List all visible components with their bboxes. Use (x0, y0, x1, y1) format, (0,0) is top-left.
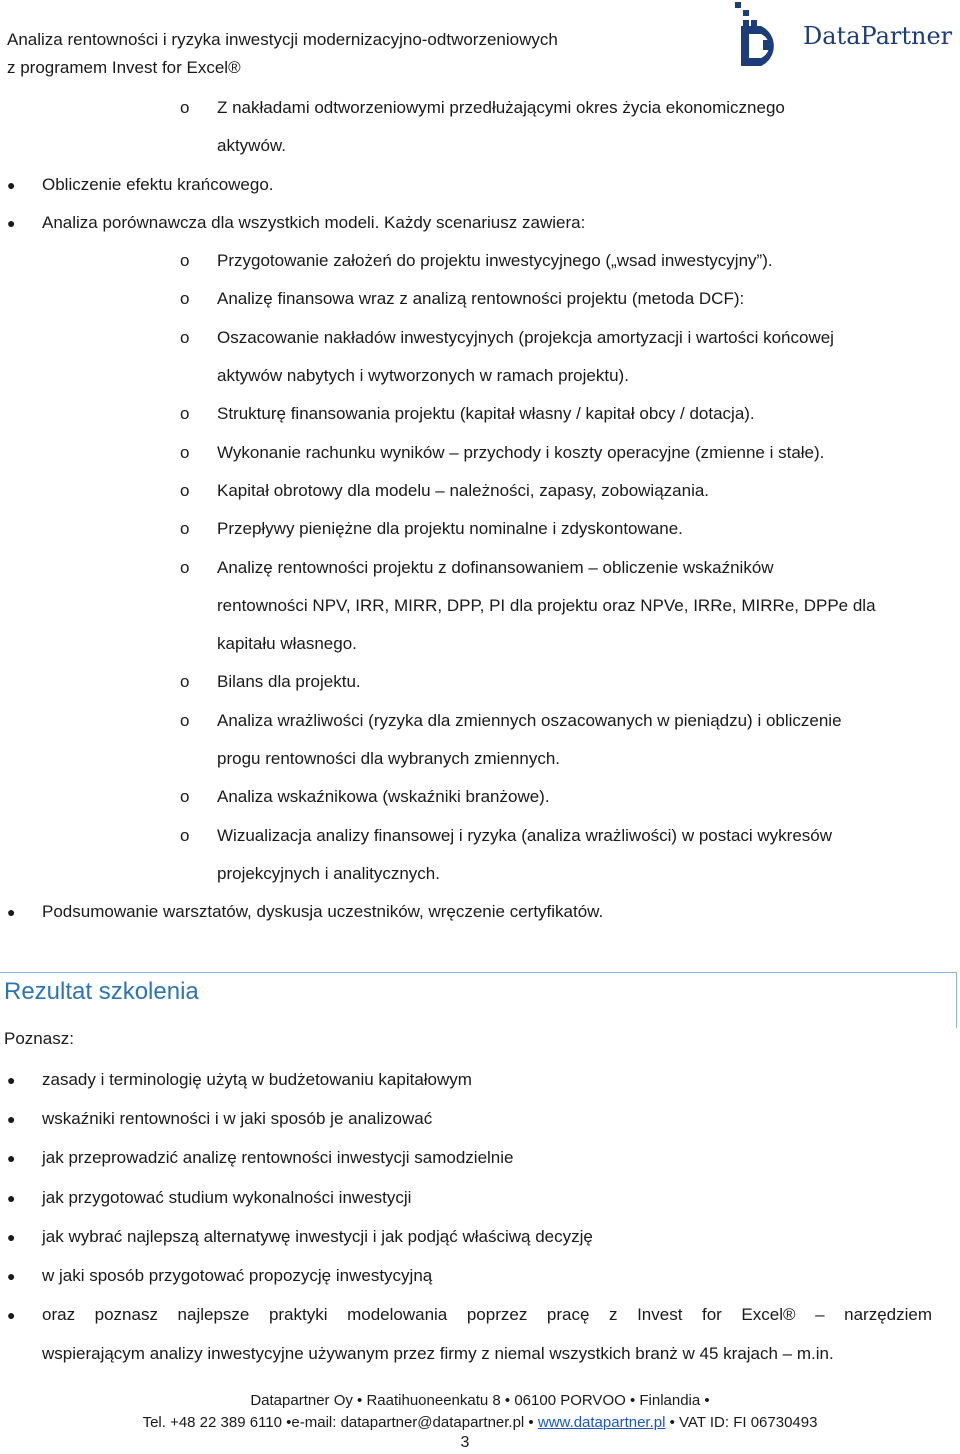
result-item (0, 1218, 960, 1257)
result-item (0, 1257, 960, 1296)
section-divider-right (956, 972, 957, 1028)
bullet-circle-icon: o (180, 787, 190, 807)
result-item-text: oraz poznasz najlepsze praktyki modelowania poprzez pracę z Invest for Excel® – narzędziem (42, 1305, 932, 1325)
list-item-text: projekcyjnych i analitycznych. (217, 863, 440, 883)
results-list (0, 1061, 960, 1375)
list-item (0, 434, 960, 472)
list-item (0, 89, 960, 127)
footer-contact-suffix: • VAT ID: FI 06730493 (665, 1414, 818, 1431)
bullet-dot-icon: ● (7, 214, 16, 231)
list-item (0, 663, 960, 701)
list-item-text: Bilans dla projektu. (217, 672, 361, 692)
list-item-text: Analizę finansowa wraz z analizą rentowności projektu (metoda DCF): (217, 289, 745, 309)
section-divider (0, 972, 957, 973)
list-item (0, 740, 960, 778)
header-title-line1: Analiza rentowności i ryzyka inwestycji modernizacyjno-odtworzeniowych (7, 30, 558, 49)
list-item (0, 319, 960, 357)
list-item-text: aktywów nabytych i wytworzonych w ramach projektu). (217, 366, 629, 386)
bullet-dot-icon: ● (7, 1307, 16, 1324)
bullet-circle-icon: o (180, 480, 190, 500)
result-item (0, 1100, 960, 1139)
list-item-text: Z nakładami odtworzeniowymi przedłużającymi okres życia ekonomicznego (217, 98, 785, 117)
list-item-text: Analiza wrażliwości (ryzyka dla zmiennych oszacowanych w pieniądzu) i obliczenie (217, 710, 842, 730)
result-item-text: jak przeprowadzić analizę rentowności inwestycji samodzielnie (42, 1148, 514, 1168)
bullet-circle-icon: o (180, 327, 190, 347)
bullet-circle-icon: o (180, 519, 190, 539)
list-item-text: Kapitał obrotowy dla modelu – należności, zapasy, zobowiązania. (217, 480, 710, 500)
list-item (0, 395, 960, 433)
result-item-text: wskaźniki rentowności i w jaki sposób je analizować (42, 1109, 433, 1129)
list-item (0, 817, 960, 855)
list-item-text: Obliczenie efektu krańcowego. (42, 174, 274, 194)
bullet-dot-icon: ● (7, 176, 16, 193)
list-item (0, 280, 960, 318)
list-item (0, 549, 960, 587)
list-item-text: Strukturę finansowania projektu (kapitał własny / kapitał obcy / dotacja). (217, 404, 755, 424)
list-item (0, 778, 960, 816)
list-item (0, 587, 960, 625)
list-item-text: Wizualizacja analizy finansowej i ryzyka (analiza wrażliwości) w postaci wykresów (217, 825, 833, 845)
bullet-dot-icon: ● (7, 1111, 16, 1128)
logo-wordmark: DataPartner (803, 22, 953, 50)
list-item-text: Analiza wskaźnikowa (wskaźniki branżowe). (217, 787, 550, 807)
list-item (0, 166, 960, 204)
bullet-dot-icon: ● (7, 1189, 16, 1206)
bullet-circle-icon: o (180, 557, 190, 577)
result-item (0, 1179, 960, 1218)
footer-contact-prefix: Tel. +48 22 389 6110 •e-mail: datapartner@datapartner.pl • (142, 1414, 538, 1431)
result-item-text: zasady i terminologię użytą w budżetowaniu kapitałowym (42, 1070, 472, 1089)
list-item (0, 893, 960, 931)
list-item-text: kapitału własnego. (217, 634, 357, 654)
list-item (0, 510, 960, 548)
list-item (0, 702, 960, 740)
list-item (0, 855, 960, 893)
list-item-text: Przygotowanie założeń do projektu inwestycyjnego („wsad inwestycyjny”). (217, 251, 773, 271)
list-item-text: aktywów. (217, 136, 286, 156)
list-item-text: Oszacowanie nakładów inwestycyjnych (projekcja amortyzacji i wartości końcowej (217, 327, 834, 347)
list-item (0, 127, 960, 165)
bullet-circle-icon: o (180, 442, 190, 462)
list-item (0, 625, 960, 663)
bullet-circle-icon: o (180, 289, 190, 309)
list-item-text: Podsumowanie warsztatów, dyskusja uczestników, wręczenie certyfikatów. (42, 902, 604, 922)
program-list (0, 89, 960, 932)
list-item (0, 472, 960, 510)
result-item (0, 1139, 960, 1178)
result-item (0, 1296, 960, 1335)
bullet-circle-icon: o (180, 672, 190, 692)
list-item-text: Analizę rentowności projektu z dofinansowaniem – obliczenie wskaźników (217, 557, 774, 577)
list-item-text: progu rentowności dla wybranych zmiennych. (217, 749, 561, 769)
list-item-text: Wykonanie rachunku wyników – przychody i koszty operacyjne (zmienne i stałe). (217, 442, 825, 462)
bullet-circle-icon: o (180, 825, 190, 845)
result-item (0, 1061, 960, 1100)
bullet-dot-icon: ● (7, 1228, 16, 1245)
footer-address: Datapartner Oy • Raatihuoneenkatu 8 • 06100 PORVOO • Finlandia • (250, 1392, 710, 1409)
result-item-text: w jaki sposób przygotować propozycję inwestycyjną (42, 1265, 433, 1285)
bullet-circle-icon: o (180, 710, 190, 730)
header-title-line2: z programem Invest for Excel® (7, 58, 241, 77)
section-title: Rezultat szkolenia (4, 978, 199, 1005)
bullet-circle-icon: o (180, 98, 190, 117)
footer-website-link[interactable]: www.datapartner.pl (537, 1414, 666, 1431)
page-number: 3 (460, 1434, 470, 1451)
list-item (0, 242, 960, 280)
footer-contact (0, 1410, 960, 1436)
bullet-dot-icon: ● (7, 1150, 16, 1167)
list-item-text: Analiza porównawcza dla wszystkich modeli. Każdy scenariusz zawiera: (42, 212, 586, 232)
result-item-text: jak przygotować studium wykonalności inwestycji (42, 1187, 412, 1207)
result-item-text: jak wybrać najlepszą alternatywę inwestycji i jak podjąć właściwą decyzję (42, 1226, 593, 1246)
result-item-text: wspierającym analizy inwestycyjne używanym przez firmy z niemal wszystkich branż w 45 krajach – m.in. (42, 1344, 834, 1364)
bullet-dot-icon: ● (7, 1072, 16, 1088)
datapartner-logo (733, 0, 953, 70)
bullet-circle-icon: o (180, 404, 190, 424)
list-item-text: rentowności NPV, IRR, MIRR, DPP, PI dla projektu oraz NPVe, IRRe, MIRRe, DPPe dla (217, 595, 876, 615)
section-intro: Poznasz: (4, 1029, 74, 1048)
bullet-circle-icon: o (180, 251, 190, 271)
list-item-text: Przepływy pieniężne dla projektu nominalne i zdyskontowane. (217, 519, 683, 539)
list-item (0, 357, 960, 395)
bullet-dot-icon: ● (7, 1267, 16, 1284)
document-header (7, 26, 558, 82)
list-item (0, 204, 960, 242)
bullet-dot-icon: ● (7, 904, 16, 921)
result-item (0, 1335, 960, 1374)
datapartner-logo-icon (733, 0, 803, 70)
